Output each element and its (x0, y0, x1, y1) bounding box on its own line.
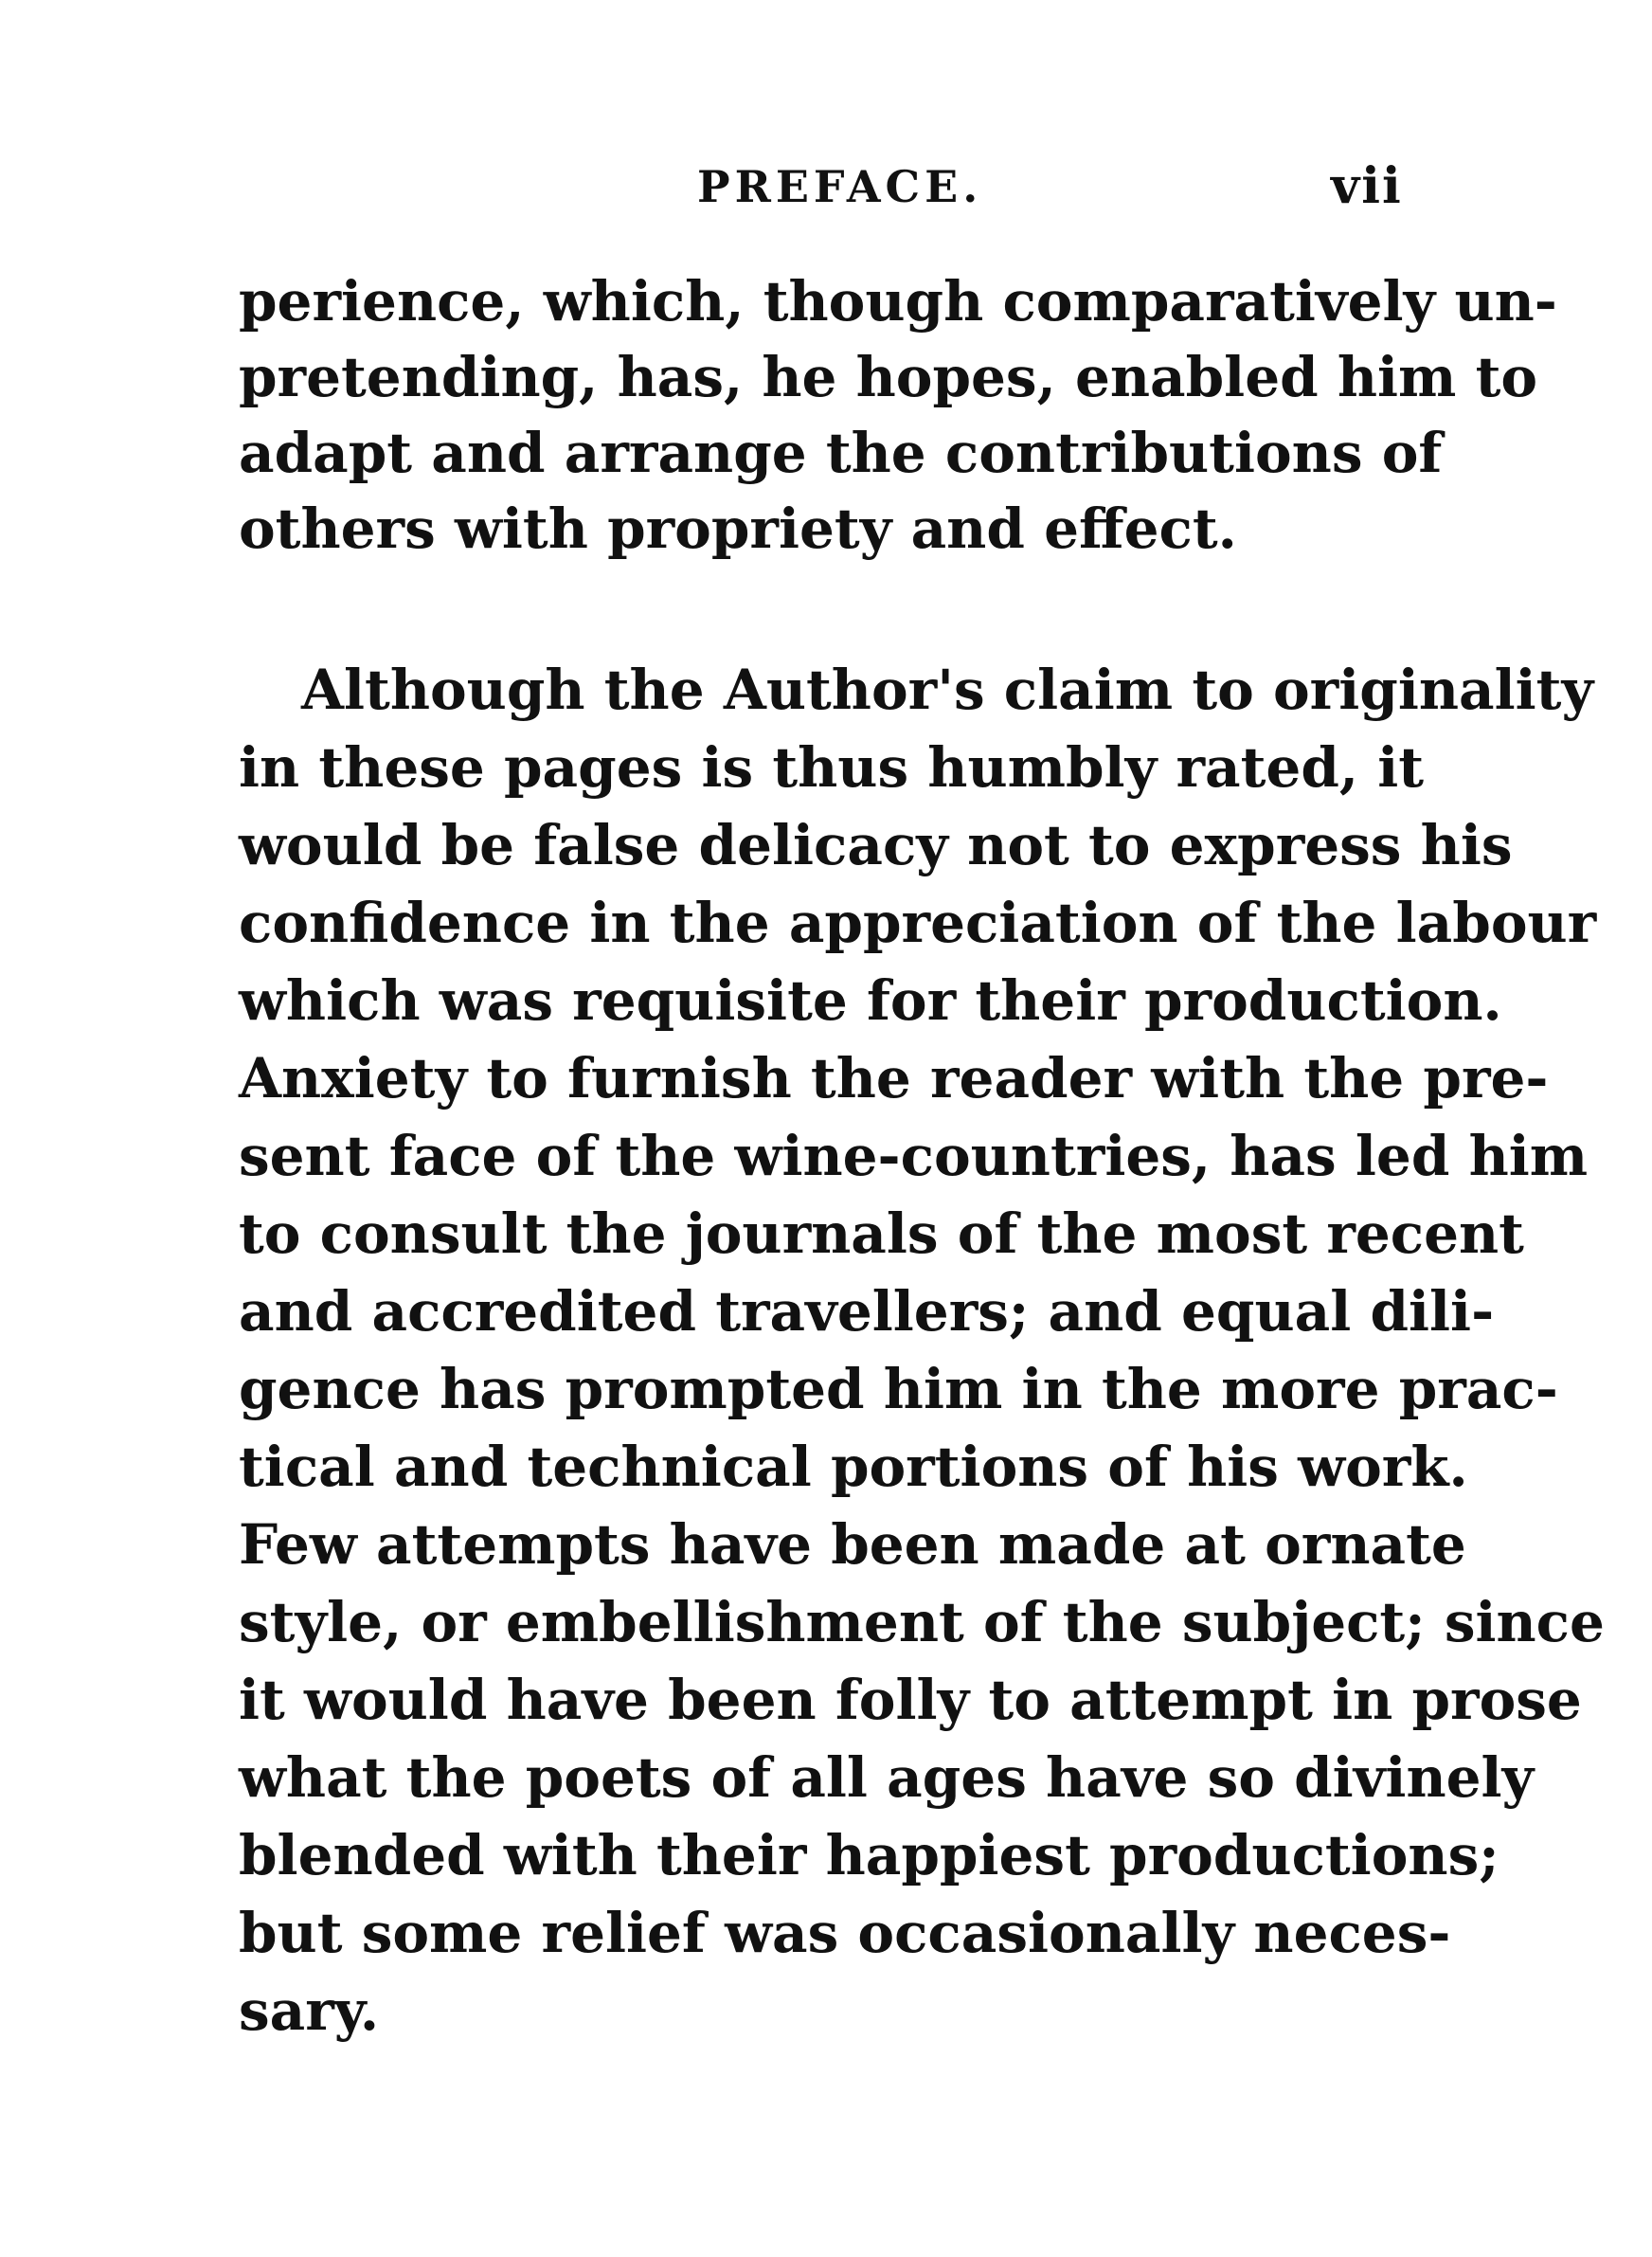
text-line: confidence in the appreciation of the labour (239, 891, 1597, 955)
text-line: sent face of the wine-countries, has led him (239, 1124, 1589, 1188)
text-line: style, or embellishment of the subject; since (239, 1590, 1605, 1654)
text-line: to consult the journals of the most recent (239, 1201, 1524, 1266)
text-line: gence has prompted him in the more prac- (239, 1357, 1558, 1421)
text-line: others with propriety and effect. (239, 497, 1237, 561)
text-line: Anxiety to furnish the reader with the pre- (239, 1046, 1549, 1110)
running-title: PREFACE. (697, 161, 983, 212)
text-line: it would have been folly to attempt in prose (239, 1668, 1582, 1732)
text-line: and accredited travellers; and equal dili- (239, 1279, 1495, 1344)
text-line: perience, which, though comparatively un- (239, 269, 1557, 334)
page-number: vii (1331, 157, 1403, 215)
text-line: but some relief was occasionally neces- (239, 1901, 1451, 1965)
text-line: which was requisite for their production. (239, 968, 1502, 1033)
text-line: adapt and arrange the contributions of (239, 421, 1443, 485)
text-line: blended with their happiest productions; (239, 1823, 1499, 1887)
text-line: Few attempts have been made at ornate (239, 1512, 1466, 1577)
text-line: in these pages is thus humbly rated, it (239, 735, 1425, 800)
text-line: pretending, has, he hopes, enabled him to (239, 345, 1538, 409)
text-line: Although the Author's claim to originality (301, 658, 1594, 722)
text-line: would be false delicacy not to express his (239, 813, 1513, 877)
text-line: tical and technical portions of his work. (239, 1435, 1468, 1499)
text-line: what the poets of all ages have so divinely (239, 1745, 1535, 1810)
text-line: sary. (239, 1978, 380, 2043)
